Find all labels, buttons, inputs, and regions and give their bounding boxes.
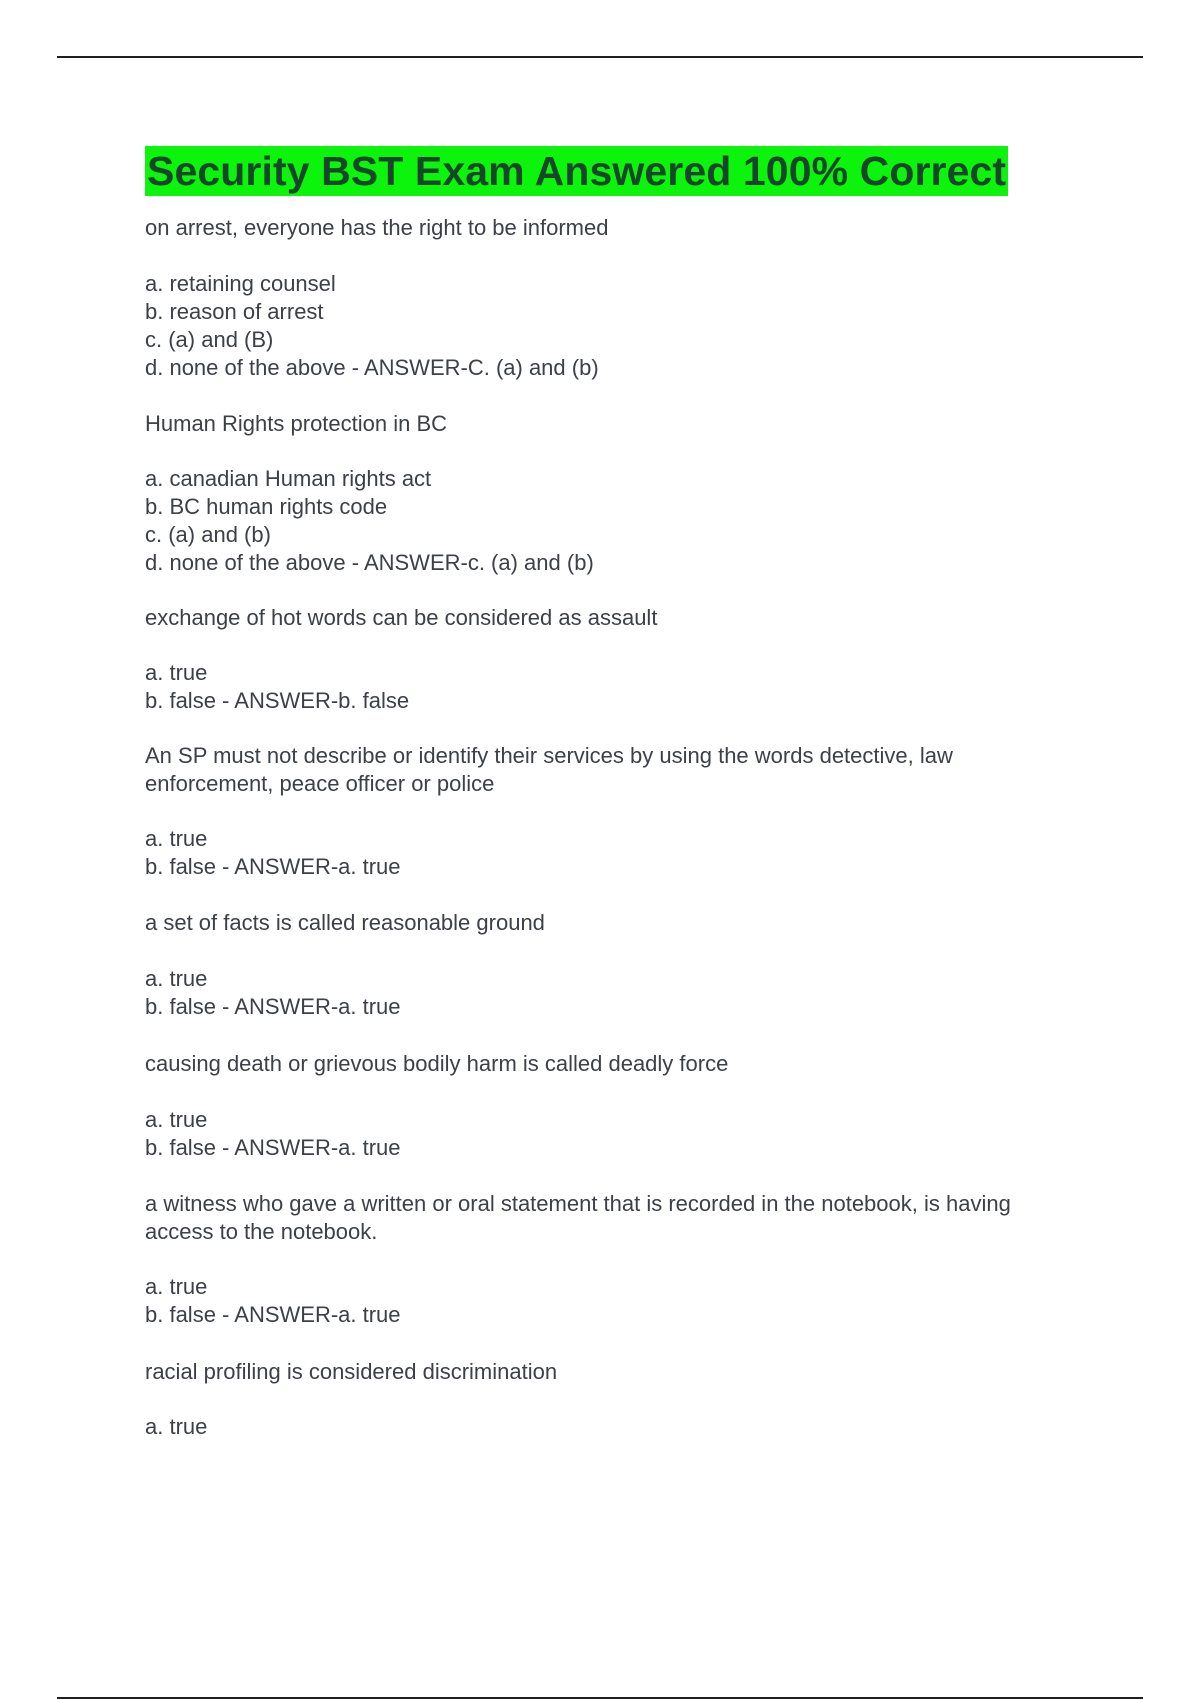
option-item: c. (a) and (B) [145, 327, 274, 352]
question-block [145, 909, 1065, 1021]
option-item: a. true [145, 660, 208, 685]
option-list [145, 659, 1065, 715]
option-item: a. true [145, 966, 208, 991]
option-item: c. (a) and (b) [145, 522, 271, 547]
question-text: racial profiling is considered discrimination [145, 1359, 558, 1384]
option-item: a. canadian Human rights act [145, 466, 432, 491]
question-block [145, 214, 1065, 382]
option-item: b. false - ANSWER-a. true [145, 1302, 401, 1327]
option-list [145, 1273, 1065, 1329]
document-title: Security BST Exam Answered 100% Correct [147, 148, 1007, 194]
question-text: An SP must not describe or identify their services by using the words detective, law enforcement, peace officer or police [145, 743, 959, 796]
option-item: b. false - ANSWER-b. false [145, 688, 410, 713]
option-item: a. true [145, 826, 208, 851]
question-text: exchange of hot words can be considered as assault [145, 605, 658, 630]
question-block [145, 1190, 1065, 1329]
question-block [145, 1050, 1065, 1162]
option-item: b. false - ANSWER-a. true [145, 994, 401, 1019]
option-item: d. none of the above - ANSWER-c. (a) and (b) [145, 550, 594, 575]
question-text: Human Rights protection in BC [145, 411, 448, 436]
option-item: b. false - ANSWER-a. true [145, 1135, 401, 1160]
option-item: b. false - ANSWER-a. true [145, 854, 401, 879]
question-text: a set of facts is called reasonable ground [145, 910, 545, 935]
document-body [145, 146, 1065, 1441]
option-item: a. retaining counsel [145, 271, 336, 296]
option-item: d. none of the above - ANSWER-C. (a) and (b) [145, 355, 599, 380]
option-list [145, 270, 1065, 382]
option-item: b. reason of arrest [145, 299, 324, 324]
question-block [145, 1358, 1065, 1441]
option-list [145, 1106, 1065, 1162]
footer-rule [57, 1697, 1143, 1699]
option-item: a. true [145, 1414, 208, 1439]
option-item: a. true [145, 1107, 208, 1132]
question-block [145, 604, 1065, 715]
question-text: causing death or grievous bodily harm is called deadly force [145, 1051, 729, 1076]
question-text: a witness who gave a written or oral statement that is recorded in the notebook, is having access to the notebook. [145, 1191, 1017, 1244]
option-list [145, 965, 1065, 1021]
option-list [145, 1413, 1065, 1441]
question-block [145, 742, 1065, 881]
option-item: b. BC human rights code [145, 494, 388, 519]
header-rule [57, 56, 1143, 58]
option-list [145, 465, 1065, 577]
option-list [145, 825, 1065, 881]
question-text: on arrest, everyone has the right to be informed [145, 215, 609, 240]
question-block [145, 410, 1065, 577]
option-item: a. true [145, 1274, 208, 1299]
